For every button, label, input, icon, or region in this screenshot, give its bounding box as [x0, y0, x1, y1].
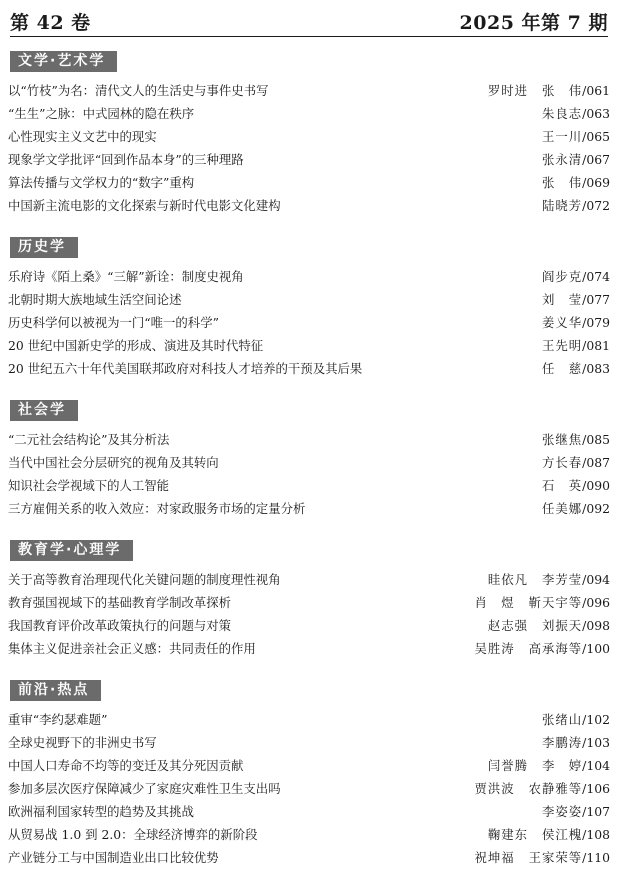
section-label: 前沿·热点 [10, 680, 101, 701]
toc-entry[interactable] [8, 708, 610, 731]
article-authors [488, 568, 610, 591]
page-number: /077 [582, 292, 610, 307]
author: 农静雅等 [528, 781, 583, 796]
section-entries [8, 568, 610, 660]
page-number: /069 [582, 175, 610, 190]
article-authors [488, 79, 610, 102]
author: 肖 煜 [474, 595, 515, 610]
article-authors [488, 614, 610, 637]
article-authors [542, 428, 610, 451]
author: 贾洪波 [474, 781, 515, 796]
author: 李 婷 [542, 758, 583, 773]
article-authors [488, 754, 610, 777]
article-title: 关于高等教育治理现代化关键问题的制度理性视角 [8, 572, 281, 587]
author: 张继焦 [542, 432, 583, 447]
page-number: /065 [582, 129, 610, 144]
page-number: /094 [582, 572, 610, 587]
article-title: 心性现实主义文艺中的现实 [8, 129, 157, 144]
article-authors [542, 171, 610, 194]
toc-entry[interactable] [8, 800, 610, 823]
article-authors [542, 731, 610, 754]
page-number: /106 [582, 781, 610, 796]
article-title: 算法传播与文学权力的“数字”重构 [8, 175, 195, 190]
article-title: 重审“李约瑟难题” [8, 712, 108, 727]
author: 祝坤福 [474, 850, 515, 865]
toc-entry[interactable] [8, 171, 610, 194]
author: 罗时进 [487, 83, 528, 98]
author: 朱良志 [542, 106, 583, 121]
article-title: 从贸易战 1.0 到 2.0：全球经济博弈的新阶段 [8, 827, 258, 842]
author: 张 伟 [542, 175, 583, 190]
page-number: /110 [582, 850, 610, 865]
toc-entry[interactable] [8, 614, 610, 637]
author: 姜义华 [542, 315, 583, 330]
article-title: 教育强国视域下的基础教育学制改革探析 [8, 595, 232, 610]
page-number: /083 [582, 361, 610, 376]
journal-header [10, 6, 608, 37]
article-authors [542, 102, 610, 125]
toc-entry[interactable] [8, 731, 610, 754]
author: 方长春 [542, 455, 583, 470]
article-authors [542, 288, 610, 311]
article-authors [474, 846, 610, 869]
toc-entry[interactable] [8, 148, 610, 171]
author: 侯江槐 [542, 827, 583, 842]
article-authors [542, 334, 610, 357]
author: 李芳莹 [542, 572, 583, 587]
article-title: 欧洲福利国家转型的趋势及其挑战 [8, 804, 194, 819]
article-authors [542, 474, 610, 497]
author: 王先明 [542, 338, 583, 353]
author: 吴胜涛 [474, 641, 515, 656]
article-authors [542, 125, 610, 148]
author: 石 英 [542, 478, 583, 493]
page-number: /096 [582, 595, 610, 610]
article-title: 中国新主流电影的文化探索与新时代电影文化建构 [8, 198, 281, 213]
article-title: 20 世纪五六十年代美国联邦政府对科技人才培养的干预及其后果 [8, 361, 363, 376]
section-education-psychology [8, 539, 610, 660]
author: 张永清 [542, 152, 583, 167]
author: 眭依凡 [487, 572, 528, 587]
page-number: /102 [582, 712, 610, 727]
article-title: 参加多层次医疗保障减少了家庭灾难性卫生支出吗 [8, 781, 281, 796]
author: 刘振天 [542, 618, 583, 633]
article-authors [474, 591, 610, 614]
toc-entry[interactable] [8, 428, 610, 451]
article-authors [542, 497, 610, 520]
article-title: “二元社会结构论”及其分析法 [8, 432, 170, 447]
author: 张 伟 [542, 83, 583, 98]
article-title: 中国人口寿命不均等的变迁及其分死因贡献 [8, 758, 244, 773]
article-authors [474, 777, 610, 800]
page-number: /061 [582, 83, 610, 98]
toc-entry[interactable] [8, 265, 610, 288]
section-label: 文学·艺术学 [10, 51, 117, 72]
article-title: 20 世纪中国新史学的形成、演进及其时代特征 [8, 338, 264, 353]
toc-entry[interactable] [8, 568, 610, 591]
article-authors [542, 800, 610, 823]
author: 赵志强 [487, 618, 528, 633]
section-sociology [8, 399, 610, 520]
page-number: /108 [582, 827, 610, 842]
page-number: /104 [582, 758, 610, 773]
section-literature-art [8, 50, 610, 217]
page-number: /100 [582, 641, 610, 656]
page-number: /103 [582, 735, 610, 750]
author: 陆晓芳 [542, 198, 583, 213]
section-entries [8, 79, 610, 217]
section-label: 教育学·心理学 [10, 540, 133, 561]
section-entries [8, 428, 610, 520]
issue-label: 2025 年第 7 期 [459, 12, 608, 34]
article-title: 全球史视野下的非洲史书写 [8, 735, 157, 750]
toc-entry[interactable] [8, 754, 610, 777]
page-number: /081 [582, 338, 610, 353]
article-title: 我国教育评价改革政策执行的问题与对策 [8, 618, 232, 633]
volume-label: 第 42 卷 [10, 12, 91, 34]
article-authors [542, 148, 610, 171]
article-authors [542, 194, 610, 217]
author: 王一川 [542, 129, 583, 144]
article-authors [542, 265, 610, 288]
article-title: 以“竹枝”为名：清代文人的生活史与事件史书写 [8, 83, 269, 98]
article-authors [542, 451, 610, 474]
article-title: 知识社会学视域下的人工智能 [8, 478, 170, 493]
toc-entry[interactable] [8, 125, 610, 148]
author: 阎步克 [542, 269, 583, 284]
author: 高承海等 [528, 641, 583, 656]
toc-entry[interactable] [8, 79, 610, 102]
page-number: /085 [582, 432, 610, 447]
toc-entry[interactable] [8, 102, 610, 125]
article-authors [542, 708, 610, 731]
author: 李鹏涛 [542, 735, 583, 750]
page-number: /063 [582, 106, 610, 121]
toc-entry[interactable] [8, 846, 610, 869]
article-title: 乐府诗《陌上桑》“三解”新诠：制度史视角 [8, 269, 244, 284]
article-authors [474, 637, 610, 660]
toc-entry[interactable] [8, 474, 610, 497]
article-title: 北朝时期大族地域生活空间论述 [8, 292, 182, 307]
toc-entry[interactable] [8, 357, 610, 380]
author: 靳天宇等 [528, 595, 583, 610]
toc-entry[interactable] [8, 637, 610, 660]
article-title: 当代中国社会分层研究的视角及其转向 [8, 455, 219, 470]
toc-entry[interactable] [8, 334, 610, 357]
section-label: 历史学 [10, 237, 78, 258]
toc-entry[interactable] [8, 194, 610, 217]
toc-entry[interactable] [8, 591, 610, 614]
section-label: 社会学 [10, 400, 78, 421]
page-number: /087 [582, 455, 610, 470]
page-number: /107 [582, 804, 610, 819]
toc-entry[interactable] [8, 497, 610, 520]
page-number: /079 [582, 315, 610, 330]
author: 刘 莹 [542, 292, 583, 307]
article-title: 现象学文学批评“回到作品本身”的三种理路 [8, 152, 244, 167]
author: 鞠建东 [487, 827, 528, 842]
author: 李姿姿 [542, 804, 583, 819]
toc-entry[interactable] [8, 451, 610, 474]
section-history [8, 236, 610, 380]
page-number: /090 [582, 478, 610, 493]
toc-entry[interactable] [8, 311, 610, 334]
author: 张绪山 [542, 712, 583, 727]
toc-entry[interactable] [8, 777, 610, 800]
article-title: 产业链分工与中国制造业出口比较优势 [8, 850, 219, 865]
article-authors [542, 311, 610, 334]
author: 王家荣等 [528, 850, 583, 865]
article-title: 集体主义促进亲社会正义感：共同责任的作用 [8, 641, 256, 656]
toc-entry[interactable] [8, 823, 610, 846]
toc-entry[interactable] [8, 288, 610, 311]
page-number: /092 [582, 501, 610, 516]
author: 任美娜 [542, 501, 583, 516]
section-frontier-hotspot [8, 679, 610, 869]
page-number: /074 [582, 269, 610, 284]
article-title: 三方雇佣关系的收入效应：对家政服务市场的定量分析 [8, 501, 306, 516]
author: 闫誉腾 [487, 758, 528, 773]
section-entries [8, 708, 610, 869]
article-title: “生生”之脉：中式园林的隐在秩序 [8, 106, 195, 121]
article-authors [488, 823, 610, 846]
article-title: 历史科学何以被视为一门“唯一的科学” [8, 315, 219, 330]
article-authors [542, 357, 610, 380]
page-number: /098 [582, 618, 610, 633]
author: 任 慈 [542, 361, 583, 376]
page-number: /072 [582, 198, 610, 213]
page-number: /067 [582, 152, 610, 167]
section-entries [8, 265, 610, 380]
